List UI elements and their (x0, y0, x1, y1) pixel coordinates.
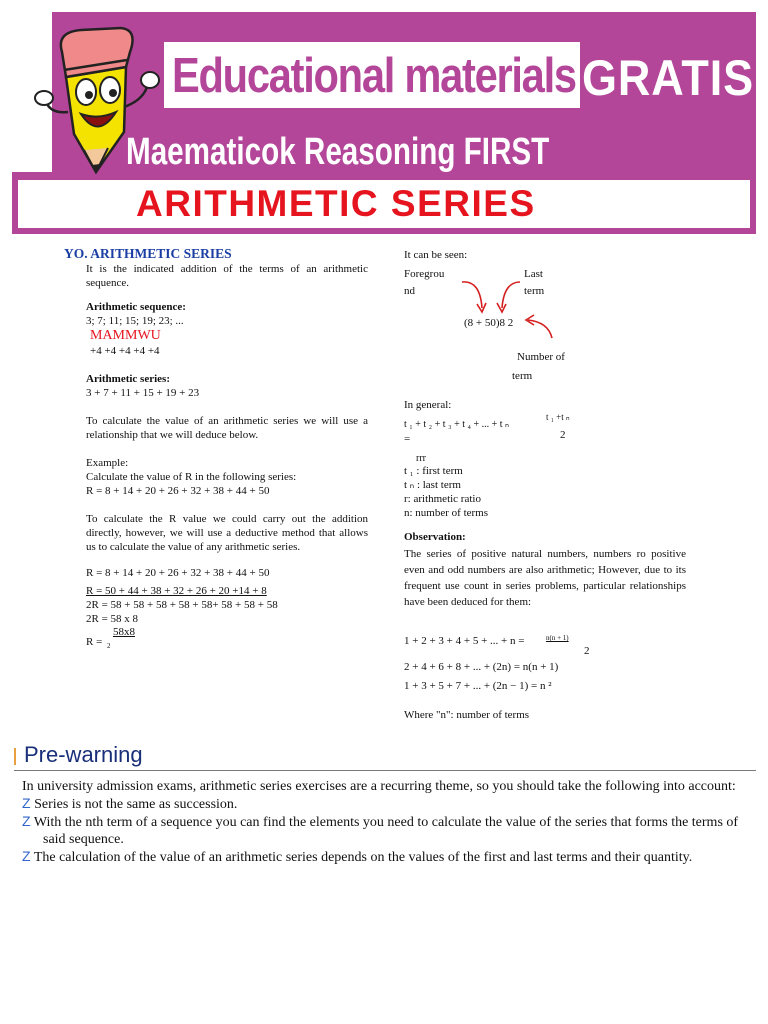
rrr-mark: rrr (416, 453, 426, 464)
equation-4: 2R = 58 x 8 (86, 613, 139, 625)
sequence-mark: MAMMWU (90, 328, 161, 343)
observation-text: The series of positive natural numbers, numbers ro positive even and odd numbers are also arithmetic; However, due to its frequent use count in series problems, particular relationships have been deduced for them: (404, 548, 686, 608)
prewarning-item-text: Series is not the same as succession. (34, 797, 238, 812)
method-paragraph: To calculate the value of an arithmetic series we will use a relationship that we will deduce below. (86, 415, 368, 441)
general-denominator: 2 (560, 429, 566, 441)
formula-evens: 2 + 4 + 6 + 8 + ... + (2n) = n(n + 1) (404, 661, 559, 673)
foreground-label-1: Foregrou (404, 268, 445, 280)
intro-text: It is the indicated addition of the terms of an arithmetic sequence. (86, 263, 368, 289)
prewarning-item-text: The calculation of the value of an arithmetic series depends on the values of the first and last terms and their quantity. (33, 850, 693, 865)
prewarning-body (22, 778, 758, 866)
formula-naturals-numerator: n(n + 1) (546, 634, 569, 642)
observation-label: Observation: (404, 531, 466, 543)
accent-bar (14, 748, 16, 765)
definition-first: t ₁ : first term (404, 465, 463, 477)
section-heading: YO. ARITHMETIC SERIES (64, 246, 232, 261)
equation-5-numerator: 58x8 (113, 626, 135, 638)
series-label: Arithmetic series: (86, 373, 170, 385)
definition-last: t ₙ : last term (404, 479, 461, 491)
prewarning-item (22, 813, 758, 848)
equation-5-denominator: 2 (107, 642, 111, 650)
bullet-icon: Z (22, 813, 31, 829)
header-banner (12, 12, 756, 234)
example-text: Calculate the value of R in the following series: (86, 471, 297, 483)
formula-odds: 1 + 3 + 5 + 7 + ... + (2n − 1) = n ² (404, 680, 552, 692)
equation-5-lhs: R = (86, 636, 103, 648)
prewarning-item-text: With the nth term of a sequence you can find the elements you need to calculate the value of the series that forms the terms of said sequence. (33, 815, 739, 847)
formula-naturals-denominator: 2 (584, 645, 590, 657)
general-equals: = (404, 433, 411, 445)
term-label: term (512, 370, 533, 382)
foreground-label-2: nd (404, 285, 415, 297)
example-equation: R = 8 + 14 + 20 + 26 + 32 + 38 + 44 + 50 (86, 485, 270, 497)
last-label-1: Last (524, 268, 543, 280)
prewarning-title: Pre-warning (24, 742, 143, 767)
bullet-icon: Z (22, 848, 31, 864)
bullet-icon: Z (22, 795, 31, 811)
last-label-2: term (524, 285, 545, 297)
example-label: Example: (86, 457, 129, 469)
formula: (8 + 50)8 2 (464, 317, 514, 329)
deductive-paragraph: To calculate the R value we could carry out the addition directly, however, we will use a deductive method that allows us to calculate the value of any arithmetic series. (86, 513, 368, 553)
definition-ratio: r: arithmetic ratio (404, 493, 481, 505)
prewarning-header (14, 740, 756, 771)
equation-3: 2R = 58 + 58 + 58 + 58 + 58+ 58 + 58 + 58 (86, 599, 278, 611)
equation-1: R = 8 + 14 + 20 + 26 + 32 + 38 + 44 + 50 (86, 567, 270, 579)
prewarning-item (22, 848, 758, 866)
definition-count: n: number of terms (404, 507, 489, 519)
arrows-icon (444, 276, 554, 346)
series-values: 3 + 7 + 11 + 15 + 19 + 23 (86, 387, 200, 399)
sequence-label: Arithmetic sequence: (86, 301, 186, 313)
equation-2: R = 50 + 44 + 38 + 32 + 26 + 20 +14 + 8 (86, 585, 267, 597)
right-column (404, 248, 686, 728)
sequence-values: 3; 7; 11; 15; 19; 23; ... (86, 315, 184, 327)
page-title: ARITHMETIC SERIES (136, 183, 536, 224)
general-label: In general: (404, 399, 452, 411)
seen-text: It can be seen: (404, 249, 468, 261)
pencil-mascot-icon (26, 22, 166, 182)
general-numerator: t ₁ +t ₙ (546, 412, 570, 422)
brand-line: Educational materials (172, 49, 576, 103)
general-formula: t ₁ + t ₂ + t ₃ + t ₄ + ... + t ₙ (404, 419, 510, 430)
prewarning-item (22, 795, 758, 813)
sequence-diffs: +4 +4 +4 +4 +4 (90, 345, 160, 357)
prewarning-intro: In university admission exams, arithmetic series exercises are a recurring theme, so you should take the following into account: (22, 779, 736, 794)
formula-naturals: 1 + 2 + 3 + 4 + 5 + ... + n = (404, 635, 525, 647)
equation-5 (86, 626, 368, 648)
number-of-label: Number of (517, 351, 565, 363)
left-column (86, 248, 368, 648)
banner-subtitle: Maematicok Reasoning FIRST (126, 131, 550, 173)
gratis-label: GRATIS (582, 50, 755, 106)
where-note: Where "n": number of terms (404, 709, 530, 721)
